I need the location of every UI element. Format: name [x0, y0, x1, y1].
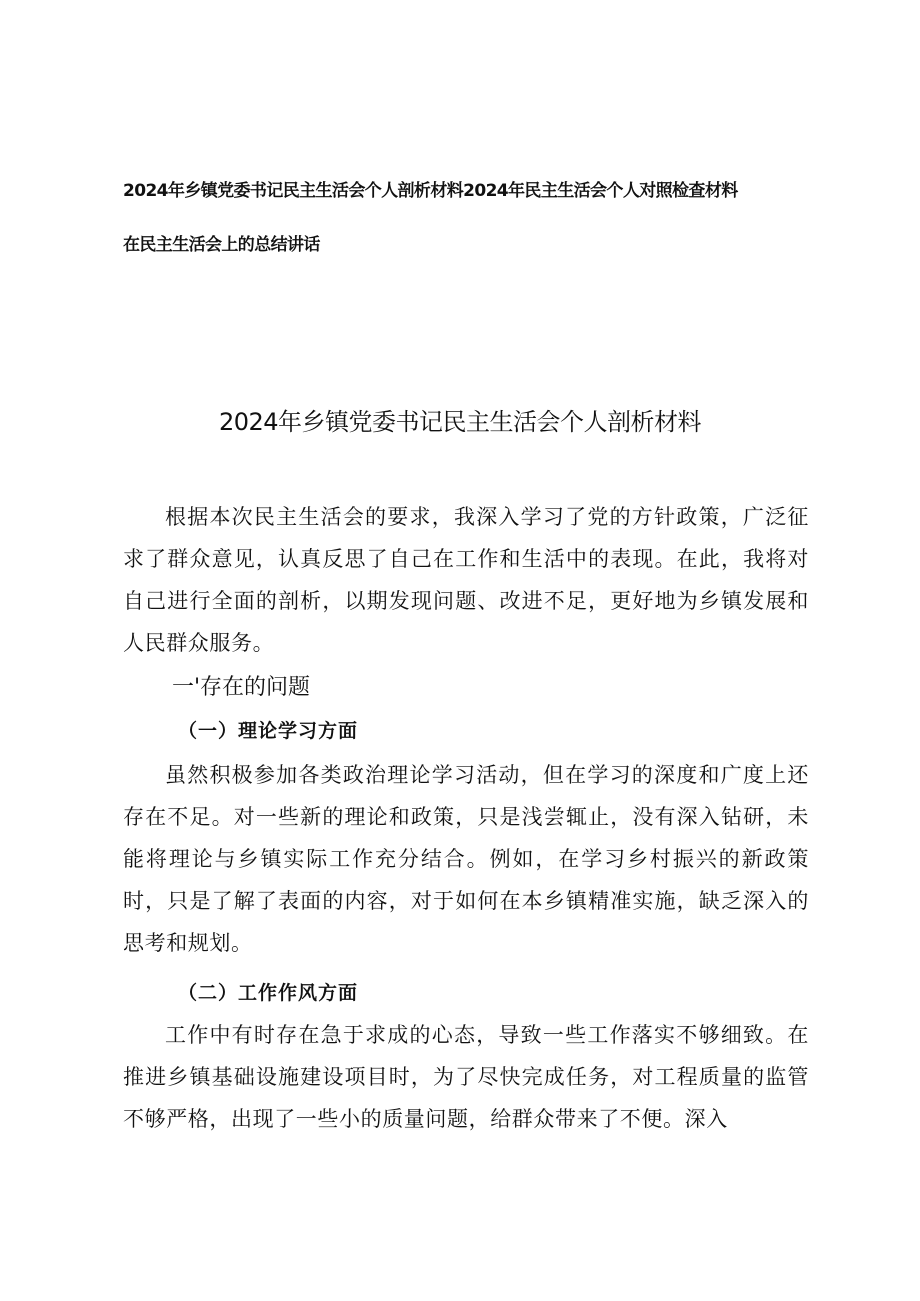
section-heading-problems: 一'存在的问题 [172, 675, 311, 700]
document-title: 2024年乡镇党委书记民主生活会个人剖析材料 [218, 408, 702, 436]
subsection-heading-work-style: （二）工作作风方面 [178, 982, 359, 1004]
subsection-heading-theory-study: （一）理论学习方面 [178, 720, 359, 742]
toc-line-2: 在民主生活会上的总结讲话 [123, 235, 320, 255]
toc-line-1: 2024年乡镇党委书记民主生活会个人剖析材料2024年民主生活会个人对照检查材料 [123, 181, 738, 201]
theory-study-paragraph: 虽然积极参加各类政治理论学习活动，但在学习的深度和广度上还存在不足。对一些新的理论和政策，只是浅尝辄止，没有深入钻研，未能将理论与乡镇实际工作充分结合。例如，在学习乡村振兴的新政策时，只是了解了表面的内容，对于如何在本乡镇精准实施，缺乏深入的思考和规划。 [123, 763, 809, 955]
work-style-paragraph: 工作中有时存在急于求成的心态，导致一些工作落实不够细致。在推进乡镇基础设施建设项目时，为了尽快完成任务，对工程质量的监管不够严格，出现了一些小的质量问题，给群众带来了不便。深入 [123, 1023, 809, 1131]
intro-paragraph: 根据本次民主生活会的要求，我深入学习了党的方针政策，广泛征求了群众意见，认真反思了自己在工作和生活中的表现。在此，我将对自己进行全面的剖析，以期发现问题、改进不足，更好地为乡镇发展和人民群众服务。 [123, 505, 809, 655]
